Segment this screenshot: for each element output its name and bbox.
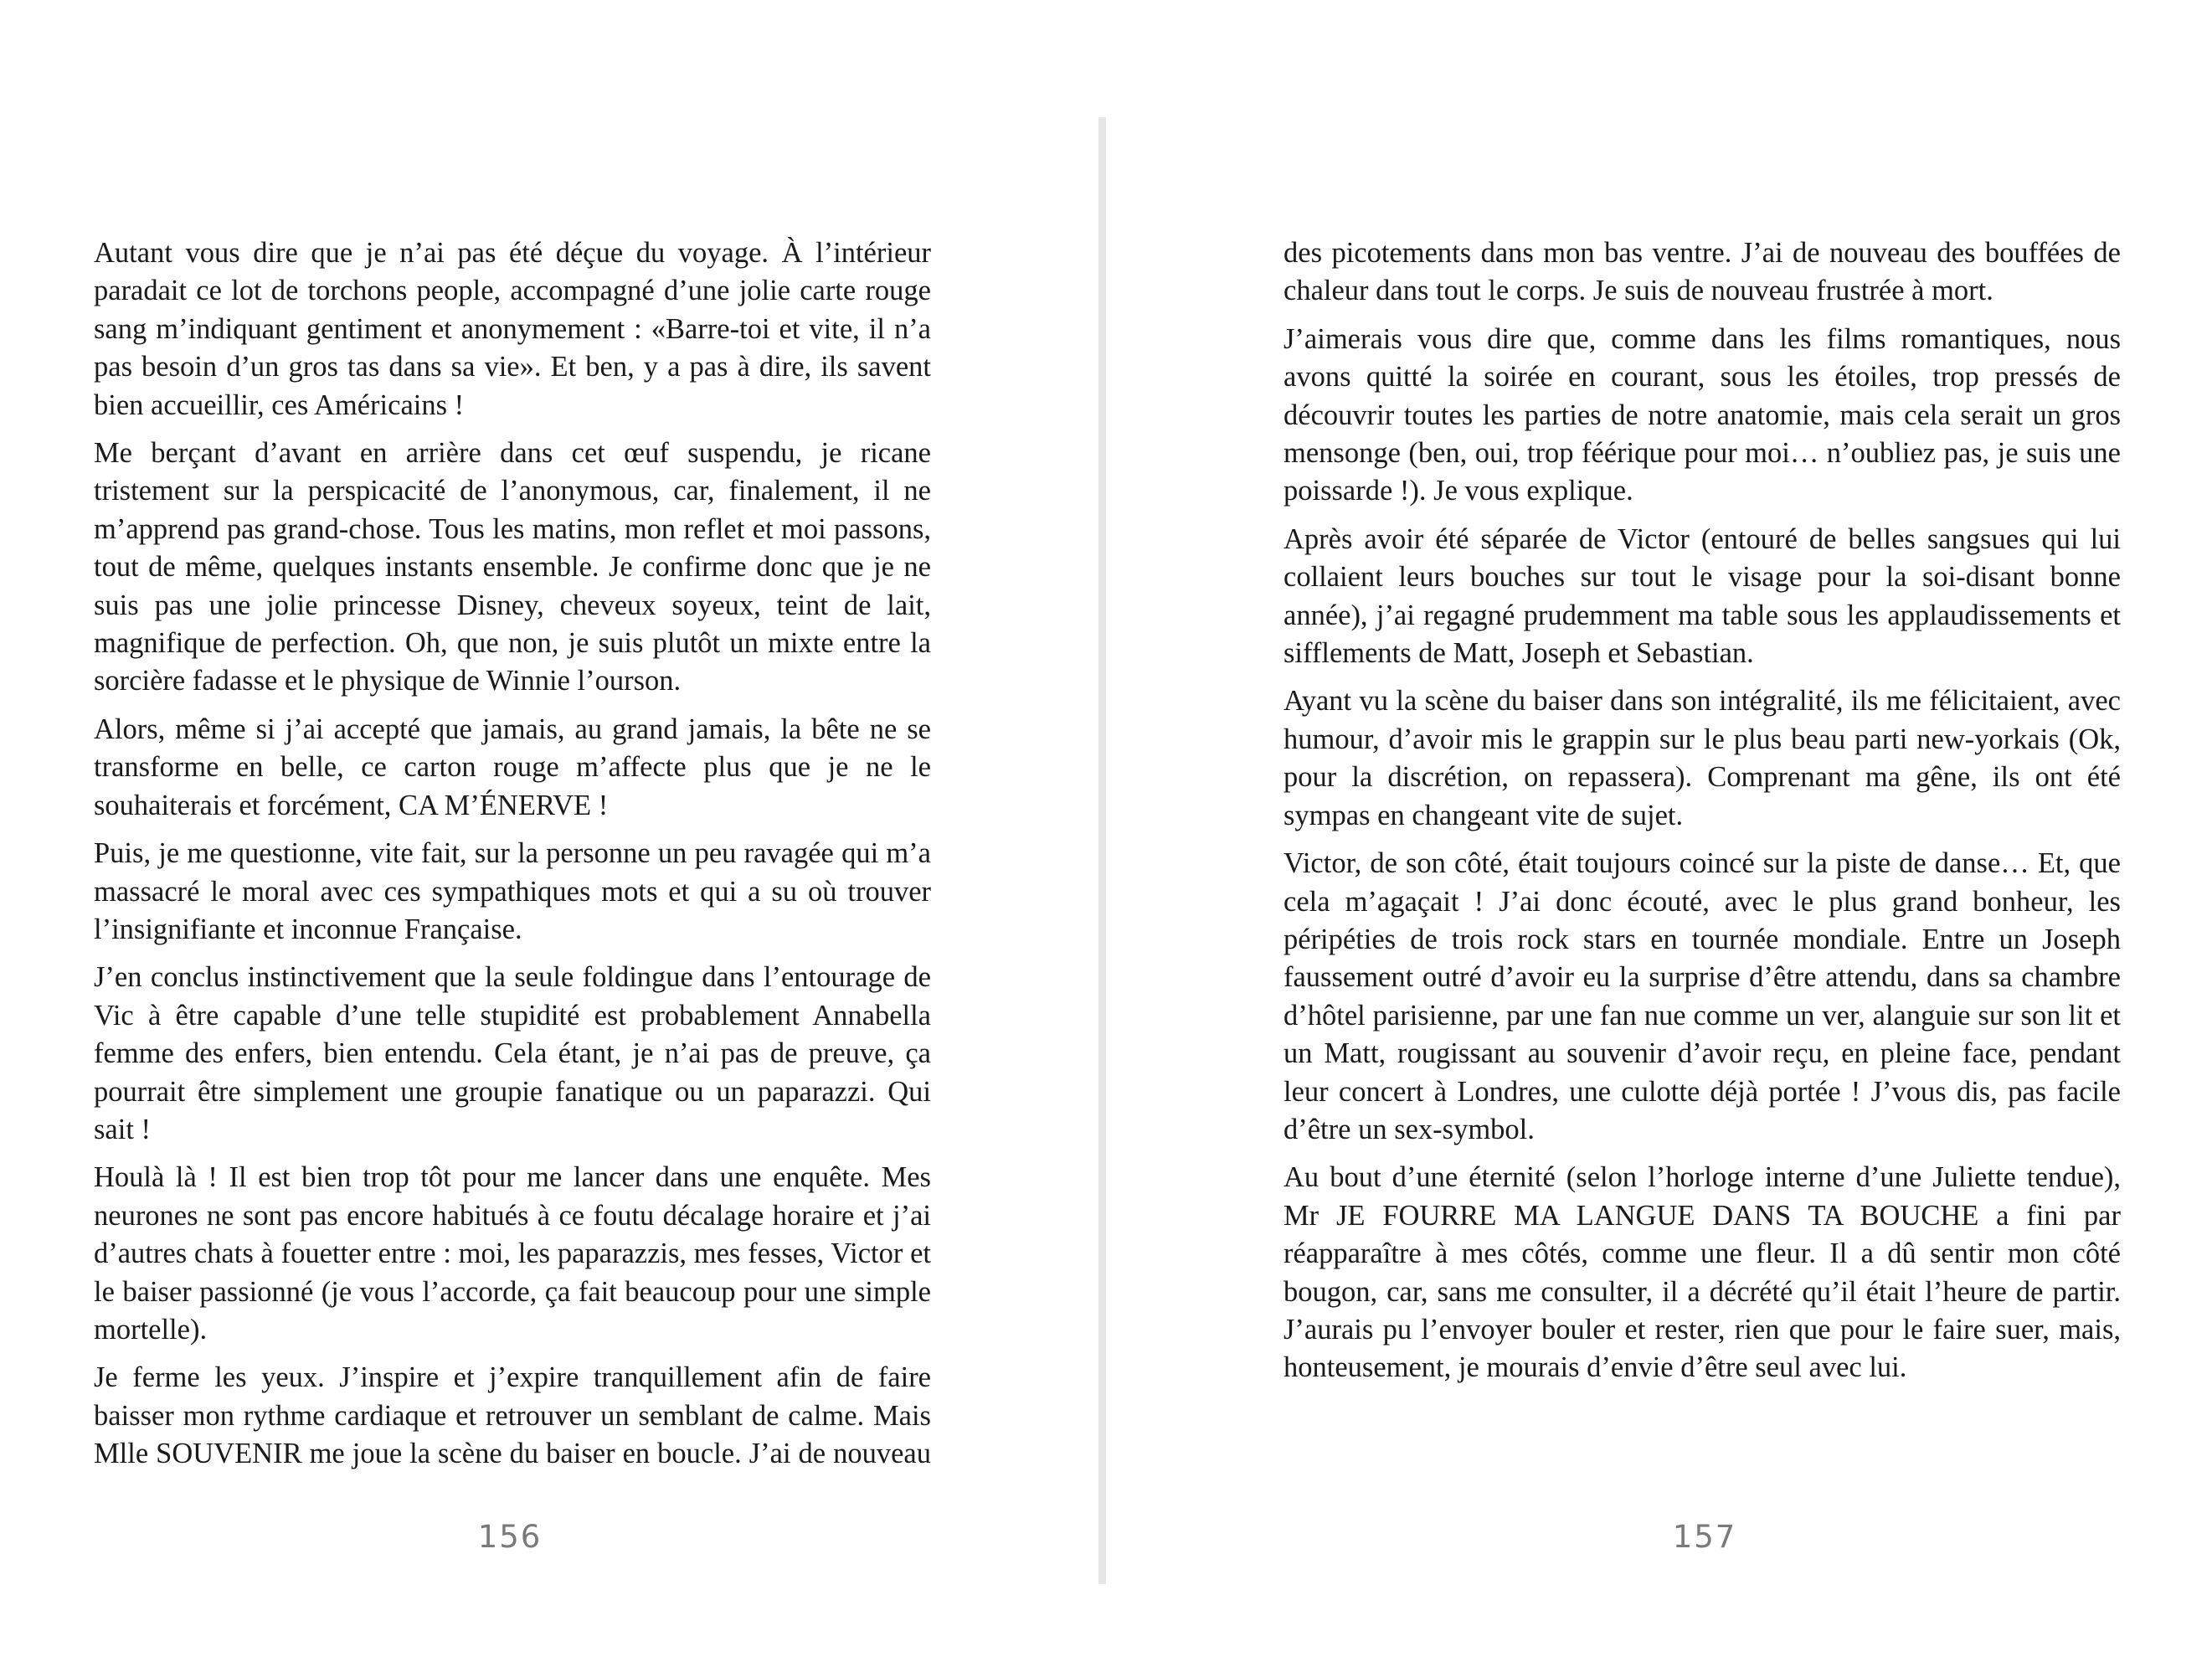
- paragraph: J’aimerais vous dire que, comme dans les films romantiques, nous avons quitté la soirée en courant, sous les étoiles, trop pressés de découvrir toutes les parties de notre anatomie, mais cela serait un gros mensonge (ben, oui, trop féérique pour moi… n’oubliez pas, je suis une poissarde !). Je vous explique.: [1283, 322, 2121, 507]
- paragraph: Me berçant d’avant en arrière dans cet œuf suspendu, je ricane tristement sur la perspicacité de l’anonymous, car, finalement, il ne m’apprend pas grand-chose. Tous les matins, mon reflet et moi passons, tout de même, quelques instants ensemble. Je confirme donc que je ne suis pas une jolie princesse Disney, cheveux soyeux, teint de lait, magnifique de perfection. Oh, que non, je suis plutôt un mixte entre la sorcière fadasse et le physique de Winnie l’ourson.: [94, 437, 931, 697]
- paragraph: Puis, je me questionne, vite fait, sur la personne un peu ravagée qui m’a massacré le moral avec ces sympathiques mots et qui a su où trouver l’insignifiante et inconnue Française.: [94, 837, 931, 945]
- paragraph: Victor, de son côté, était toujours coincé sur la piste de danse… Et, que cela m’agaçait ! J’ai donc écouté, avec le plus grand bonheur, les péripéties de trois rock stars en tournée mondiale. Entre un Joseph faussement outré d’avoir eu la surprise d’être attendu, dans sa chambre d’hôtel parisienne, par une fan nue comme un ver, alanguie sur son lit et un Matt, rougissant au souvenir d’avoir reçu, en pleine face, pendant leur concert à Londres, une culotte déjà portée ! J’vous dis, pas facile d’être un sex-symbol.: [1283, 847, 2121, 1145]
- paragraph: Ayant vu la scène du baiser dans son intégralité, ils me félicitaient, avec humour, d’avoir mis le grappin sur le plus beau parti new-yorkais (Ok, pour la discrétion, on repassera). Comprenant ma gêne, ils ont été sympas en changeant vite de sujet.: [1283, 685, 2121, 831]
- right-page-body: [1283, 234, 2121, 1397]
- paragraph: Alors, même si j’ai accepté que jamais, au grand jamais, la bête ne se transforme en belle, ce carton rouge m’affecte plus que je ne le souhaiterais et forcément, CA M’ÉNERVE !: [94, 713, 931, 821]
- paragraph: Houlà là ! Il est bien trop tôt pour me lancer dans une enquête. Mes neurones ne sont pas encore habitués à ce foutu décalage horaire et j’ai d’autres chats à fouetter entre : moi, les paparazzis, mes fesses, Victor et le baiser passionné (je vous l’accorde, ça fait beaucoup pour une simple mortelle).: [94, 1161, 931, 1346]
- paragraph: des picotements dans mon bas ventre. J’ai de nouveau des bouffées de chaleur dans tout le corps. Je suis de nouveau frustrée à mort.: [1283, 237, 2121, 307]
- paragraph: Je ferme les yeux. J’inspire et j’expire tranquillement afin de faire baisser mon rythme cardiaque et retrouver un semblant de calme. Mais Mlle SOUVENIR me joue la scène du baiser en boucle. J’ai de nouveau: [94, 1361, 931, 1470]
- paragraph: Au bout d’une éternité (selon l’horloge interne d’une Juliette tendue), Mr JE FOURRE MA LANGUE DANS TA BOUCHE a fini par réapparaître à mes côtés, comme une fleur. Il a dû sentir mon côté bougon, car, sans me consulter, il a décrété qu’il était l’heure de partir. J’aurais pu l’envoyer bouler et rester, rien que pour le faire suer, mais, honteusement, je mourais d’envie d’être seul avec lui.: [1283, 1161, 2121, 1384]
- page-number-left: 156: [477, 1519, 543, 1555]
- left-page-body: [94, 234, 931, 1484]
- paragraph: Après avoir été séparée de Victor (entouré de belles sangsues qui lui collaient leurs bouches sur tout le visage pour la soi-disant bonne année), j’ai regagné prudemment ma table sous les applaudissements et sifflements de Matt, Joseph et Sebastian.: [1283, 522, 2121, 670]
- paragraph: Autant vous dire que je n’ai pas été déçue du voyage. À l’intérieur paradait ce lot de torchons people, accompagné d’une jolie carte rouge sang m’indiquant gentiment et anonymement : «Barre-toi et vite, il n’a pas besoin d’un gros tas dans sa vie». Et ben, y a pas à dire, ils savent bien accueillir, ces Américains !: [94, 237, 931, 421]
- paragraph: J’en conclus instinctivement que la seule foldingue dans l’entourage de Vic à être capable d’une telle stupidité est probablement Annabella femme des enfers, bien entendu. Cela étant, je n’ai pas de preuve, ça pourrait être simplement une groupie fanatique ou un paparazzi. Qui sait !: [94, 961, 931, 1145]
- page-number-right: 157: [1672, 1519, 1737, 1555]
- book-gutter: [1098, 117, 1106, 1584]
